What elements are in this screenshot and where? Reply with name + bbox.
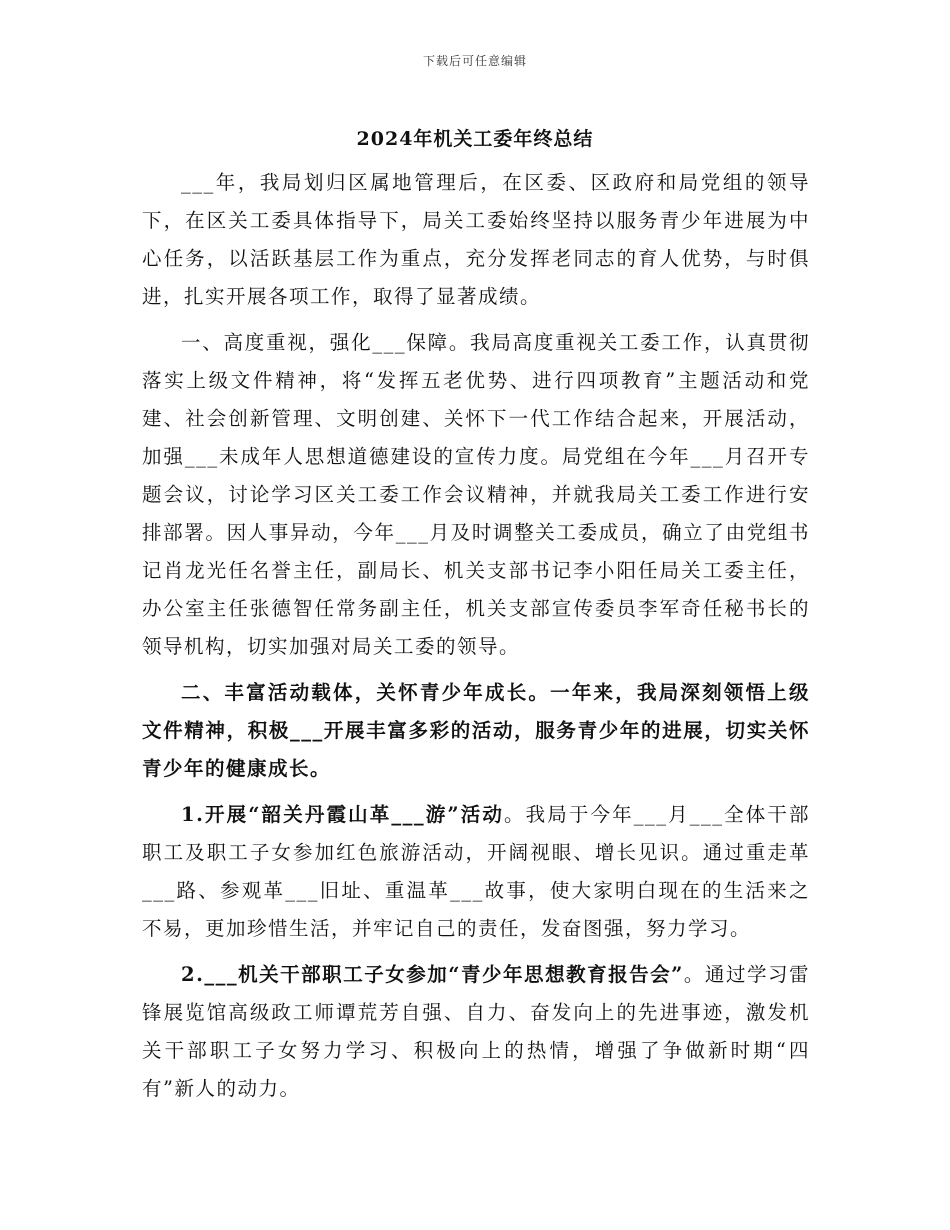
document-body [142, 164, 810, 1116]
item-two-text: 。通过学习雷锋展览馆高级政工师谭荒芳自强、自力、奋发向上的先进事迹，激发机关干部职工子女努力学习、积极向上的热情，增强了争做新时期“四有”新人的动力。 [142, 963, 810, 1100]
document-title: 2024年机关工委年终总结 [356, 128, 594, 150]
item-one-lead: 1.开展“韶关丹霞山革___游”活动 [181, 803, 504, 826]
paragraph-section-one: 一、高度重视，强化___保障。我局高度重视关工委工作，认真贯彻落实上级文件精神，将“发挥五老优势、进行四项教育”主题活动和党建、社会创新管理、文明创建、关怀下一代工作结合起来，开展活动，加强___未成年人思想道德建设的宣传力度。局党组在今年___月召开专题会议，讨论学习区关工委工作会议精神，并就我局关工委工作进行安排部署。因人事异动，今年___月及时调整关工委成员，确立了由党组书记肖龙光任名誉主任，副局长、机关支部书记李小阳任局关工委主任，办公室主任张德智任常务副主任，机关支部宣传委员李军奇任秘书长的领导机构，切实加强对局关工委的领导。 [142, 331, 810, 658]
paragraph-section-two: 二、丰富活动载体，关怀青少年成长。一年来，我局深刻领悟上级文件精神，积极___开展丰富多彩的活动，服务青少年的进展，切实关怀青少年的健康成长。 [142, 681, 810, 780]
item-one-text: 。我局于今年___月___全体干部职工及职工子女参加红色旅游活动，开阔视眼、增长见识。通过重走革___路、参观革___旧址、重温革___故事，使大家明白现在的生活来之不易，更加珍惜生活，并牢记自己的责任，发奋图强，努力学习。 [142, 803, 810, 940]
paragraph-intro: ___年，我局划归区属地管理后，在区委、区政府和局党组的领导下，在区关工委具体指导下，局关工委始终坚持以服务青少年进展为中心任务，以活跃基层工作为重点，充分发挥老同志的育人优势，与时俱进，扎实开展各项工作，取得了显著成绩。 [142, 171, 810, 308]
paragraph-item-one [142, 796, 810, 948]
item-two-lead: 2.___机关干部职工子女参加“青少年思想教育报告会” [181, 963, 684, 986]
paragraph-item-two [142, 956, 810, 1108]
page-header: 下载后可任意编辑 [422, 54, 527, 68]
